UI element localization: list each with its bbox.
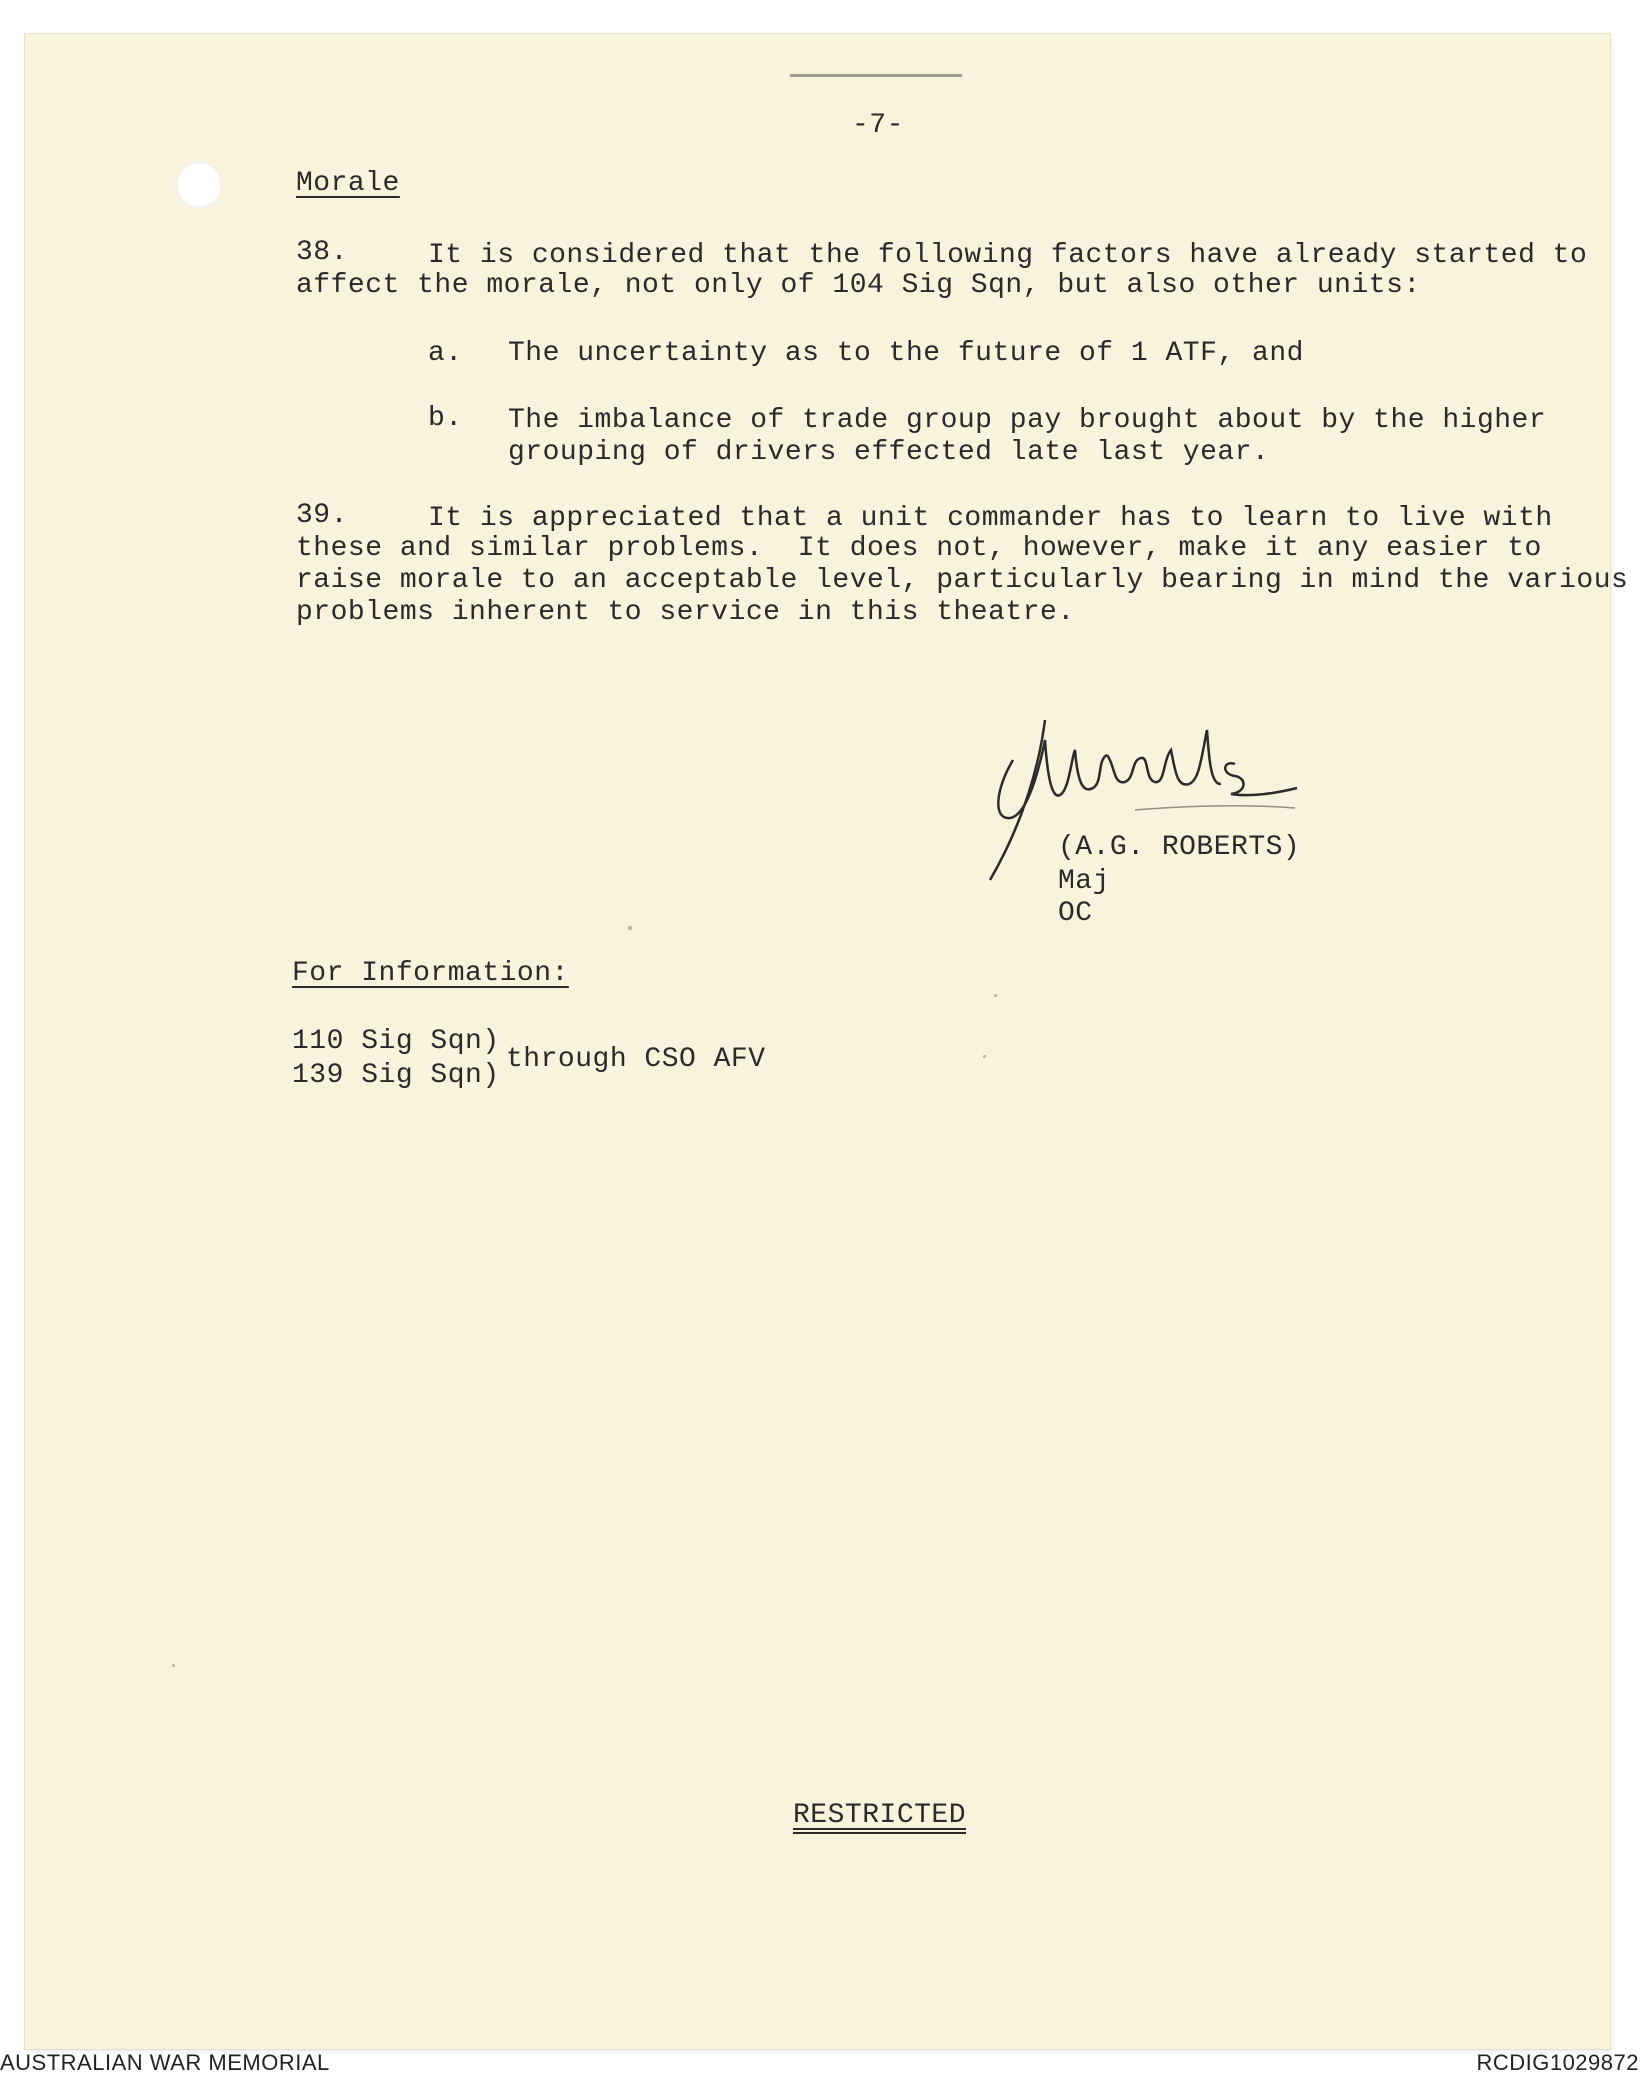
paragraph-39-number: 39. bbox=[296, 500, 348, 531]
paragraph-39-line: these and similar problems. It does not, however, make it any easier to bbox=[296, 533, 1542, 564]
paper-speck bbox=[983, 1055, 986, 1058]
paragraph-39-line: It is appreciated that a unit commander has to learn to live with bbox=[428, 503, 1553, 534]
footer-source-label: AUSTRALIAN WAR MEMORIAL bbox=[0, 2050, 330, 2075]
paper-speck bbox=[994, 994, 997, 997]
paragraph-39-line: problems inherent to service in this theatre. bbox=[296, 597, 1075, 628]
signatory-title: OC bbox=[1058, 898, 1093, 929]
paragraph-38-line: affect the morale, not only of 104 Sig Sqn, but also other units: bbox=[296, 270, 1421, 301]
item-a-text: The uncertainty as to the future of 1 ATF, and bbox=[508, 338, 1304, 369]
header-classification-stamp bbox=[790, 52, 962, 77]
punch-hole bbox=[176, 162, 222, 208]
item-b-line: grouping of drivers effected late last year. bbox=[508, 437, 1270, 468]
paragraph-39-line: raise morale to an acceptable level, particularly bearing in mind the various bbox=[296, 565, 1629, 596]
distribution-route: through CSO AFV bbox=[506, 1044, 766, 1075]
paper-sheet bbox=[25, 34, 1610, 2049]
signatory-rank: Maj bbox=[1058, 866, 1110, 897]
paper-speck bbox=[172, 1664, 175, 1667]
paragraph-38-number: 38. bbox=[296, 237, 348, 268]
section-heading: Morale bbox=[296, 168, 400, 199]
signatory-name: (A.G. ROBERTS) bbox=[1058, 832, 1301, 863]
for-information-heading: For Information: bbox=[292, 958, 569, 989]
item-b-line: The imbalance of trade group pay brought about by the higher bbox=[508, 405, 1547, 436]
recipient-item: 139 Sig Sqn) bbox=[292, 1060, 500, 1091]
paragraph-38-line: It is considered that the following factors have already started to bbox=[428, 240, 1588, 271]
recipient-item: 110 Sig Sqn) bbox=[292, 1026, 500, 1057]
paper-speck bbox=[628, 926, 632, 930]
page-number: -7- bbox=[852, 110, 904, 141]
footer-record-id: RCDIG1029872 bbox=[1476, 2050, 1639, 2075]
item-a-label: a. bbox=[428, 338, 463, 369]
item-b-label: b. bbox=[428, 403, 463, 434]
classification-footer: RESTRICTED bbox=[793, 1800, 967, 1831]
